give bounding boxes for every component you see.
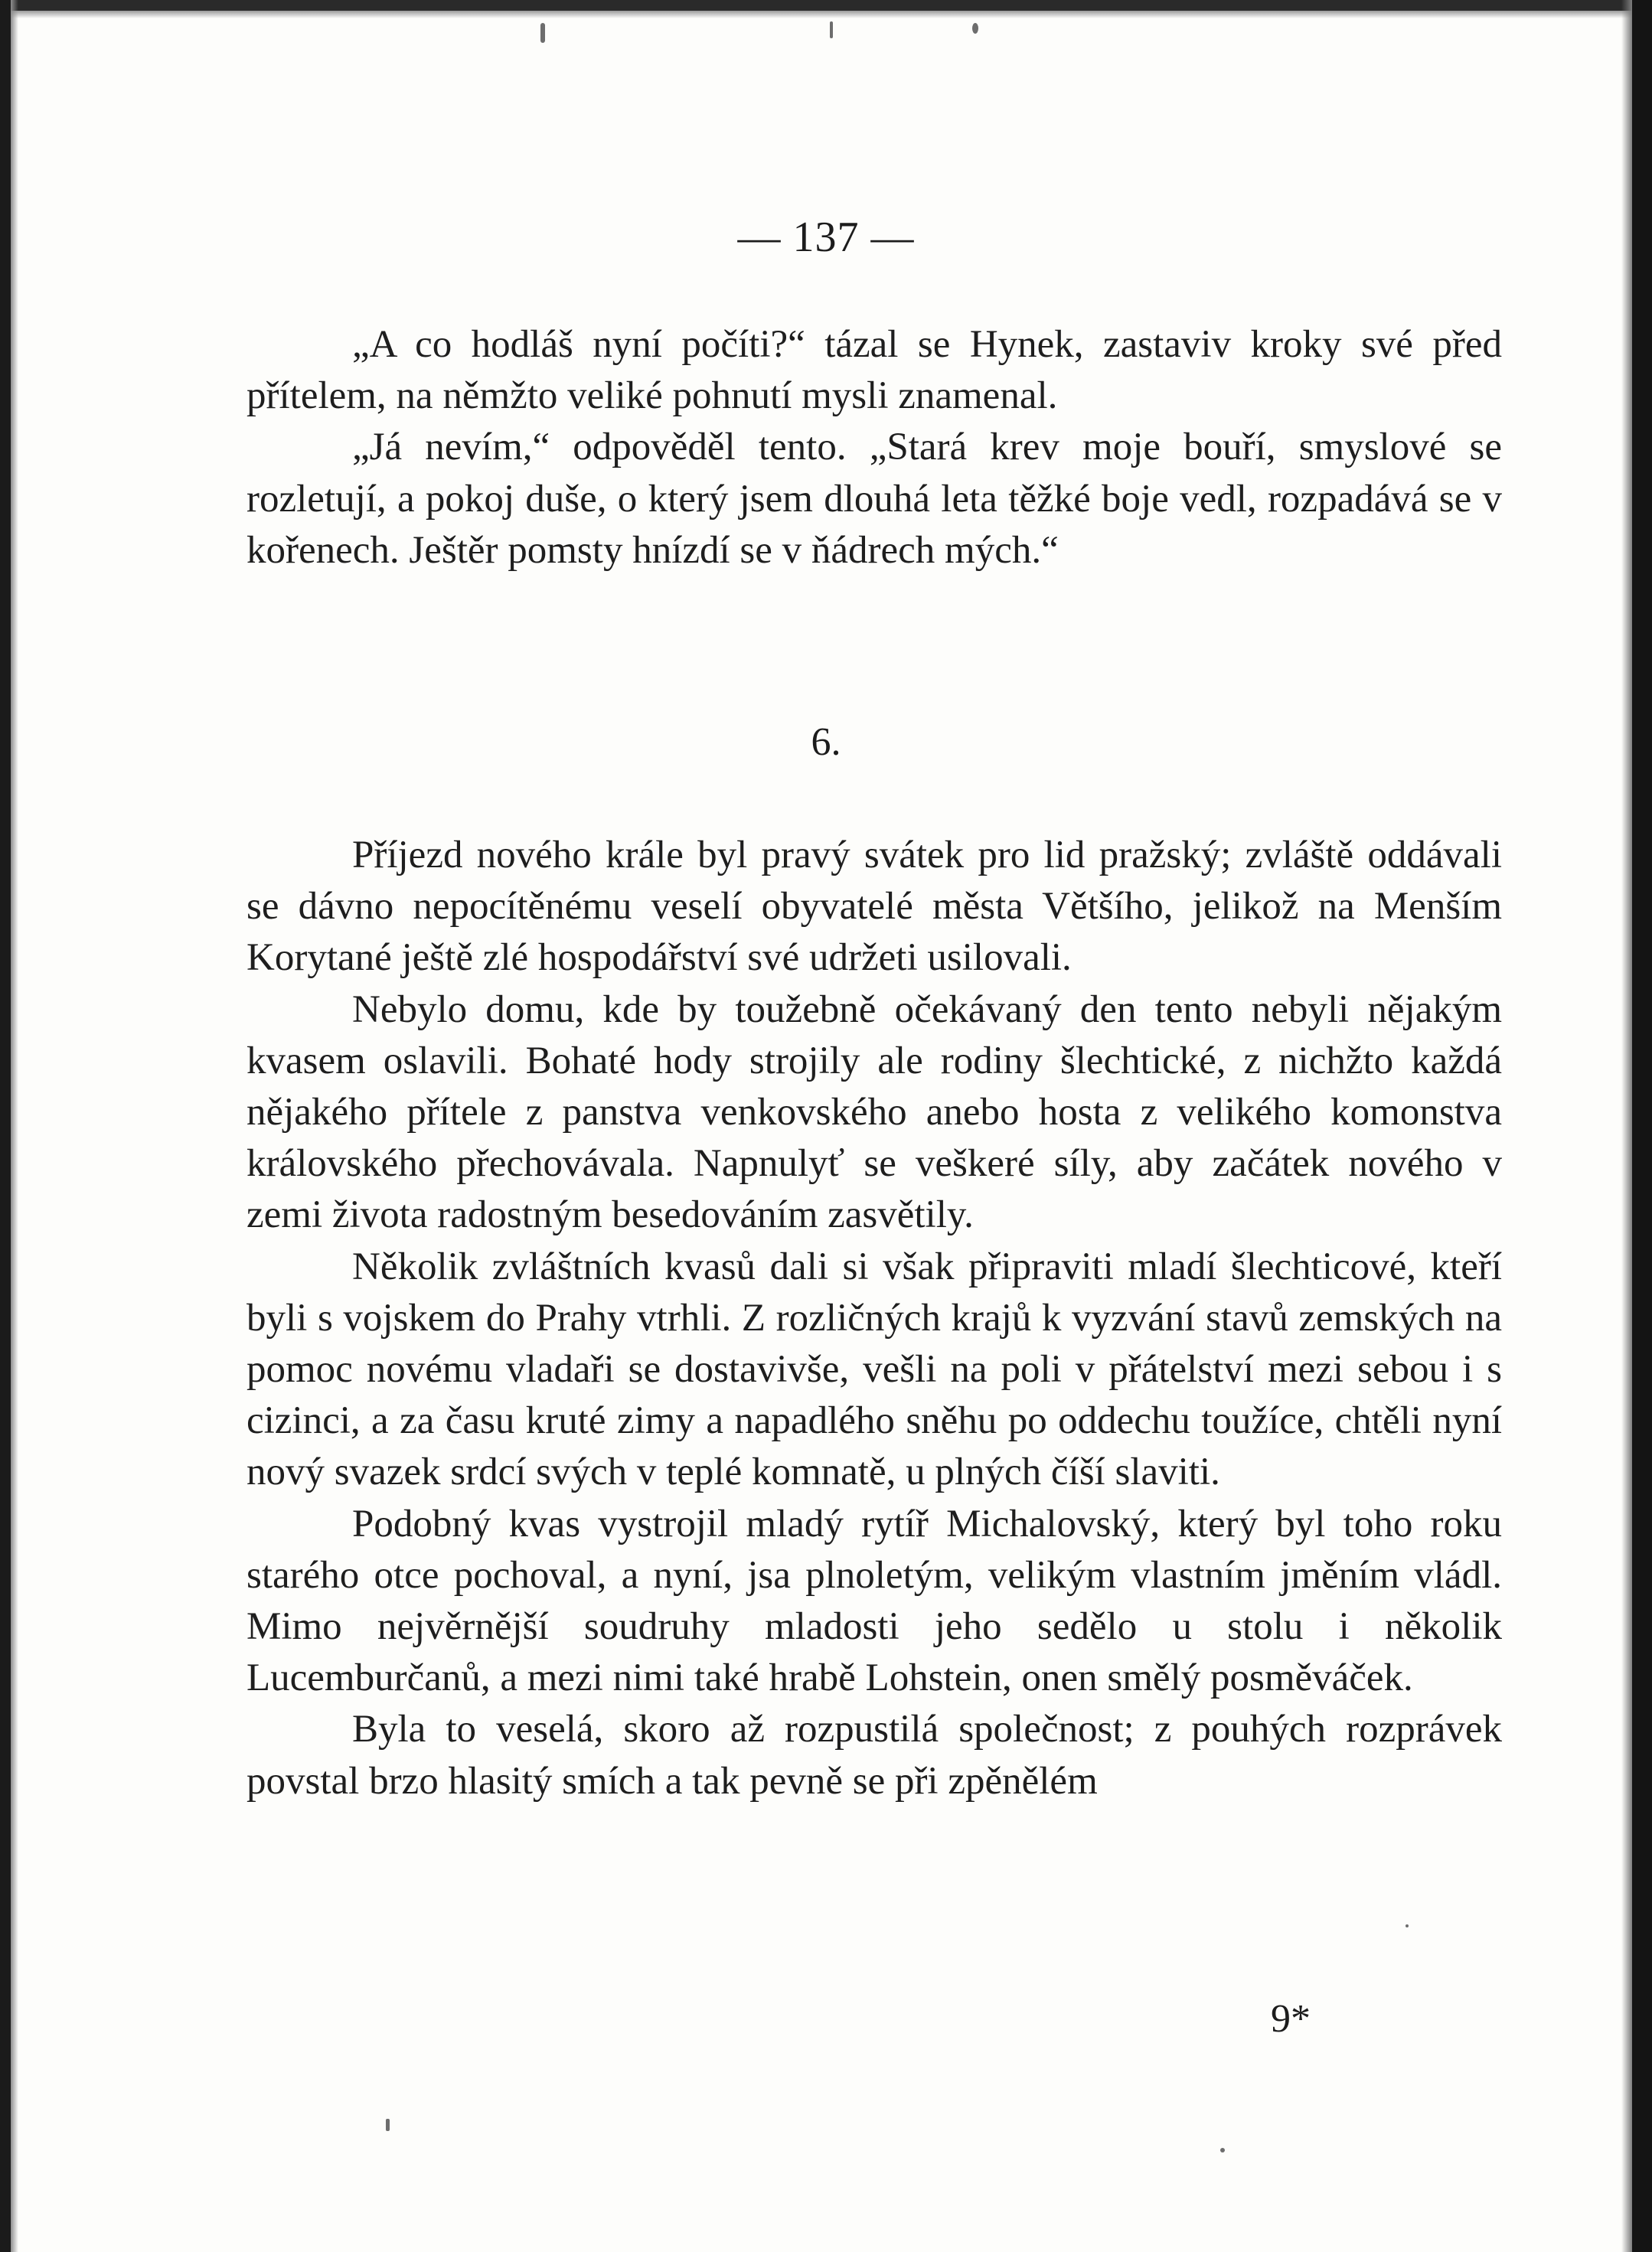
scan-edge-left — [0, 0, 11, 2252]
scan-speck — [540, 23, 545, 43]
scan-speck — [830, 21, 833, 38]
scan-edge-right-shadow — [1621, 0, 1632, 2252]
paragraph: Příjezd nového krále byl pravý svátek pro lid pražský; zvláště oddávali se dávno nepocítěnému veselí obyvatelé města Většího, jelikož na Menším Korytané ještě zlé hospodářství své udržeti usilovali. — [246, 834, 1502, 980]
opening-dialogue — [246, 319, 1502, 576]
scan-speck — [972, 23, 978, 34]
scan-edge-top — [0, 0, 1652, 11]
scan-speck — [1220, 2148, 1225, 2152]
paragraph: Nebylo domu, kde by toužebně očekávaný den tento nebyli nějakým kvasem oslavili. Bohaté hody strojily ale rodiny šlechtické, z nichžto každá nějakého přítele z panstva venkovského anebo hosta z velikého komonstva královského přechovávala. Napnulyť se veškeré síly, aby začátek nového v zemi života radostným besedováním zasvětily. — [246, 987, 1502, 1237]
paragraph: „Já nevím,“ odpověděl tento. „Stará krev moje bouří, smyslové se rozletují, a pokoj duše, o který jsem dlouhá leta těžké boje vedl, rozpadává se v kořenech. Ještěr pomsty hnízdí se v ňádrech mých.“ — [246, 426, 1502, 572]
scan-edge-top-shadow — [0, 11, 1652, 18]
signature-mark: 9* — [1271, 1997, 1311, 2041]
scan-speck — [1406, 1924, 1409, 1927]
scan-edge-right — [1632, 0, 1652, 2252]
paragraph: Podobný kvas vystrojil mladý rytíř Michalovský, který byl toho roku starého otce pochoval, a nyní, jsa plnoletým, velikým vlastním jměním vládl. Mimo nejvěrnější soudruhy mladosti jeho sedělo u stolu i několik Lucemburčanů, a mezi nimi také hrabě Lohstein, onen smělý posměváček. — [246, 1502, 1502, 1700]
scan-edge-left-shadow — [11, 0, 18, 2252]
page-number: — 137 — — [737, 214, 915, 261]
scan-speck — [386, 2119, 390, 2131]
paragraph: Byla to veselá, skoro až rozpustilá společnost; z pouhých rozprávek povstal brzo hlasitý smích a tak pevně se při zpěnělém — [246, 1708, 1502, 1803]
paragraph: „A co hodláš nyní počíti?“ tázal se Hynek, zastaviv kroky své před přítelem, na němžto veliké pohnutí mysli znamenal. — [246, 323, 1502, 418]
paragraph: Několik zvláštních kvasů dali si však připraviti mladí šlechticové, kteří byli s vojskem do Prahy vtrhli. Z rozličných krajů k vyzvání stavů zemských na pomoc novému vladaři se dostavivše, vešli na poli v přátelství mezi sebou i s cizinci, a za času kruté zimy a napadlého sněhu po oddechu toužíce, chtěli nyní nový svazek srdcí svých v teplé komnatě, u plných číší slaviti. — [246, 1245, 1502, 1494]
chapter-body — [246, 830, 1502, 1807]
section-number: 6. — [811, 720, 841, 764]
